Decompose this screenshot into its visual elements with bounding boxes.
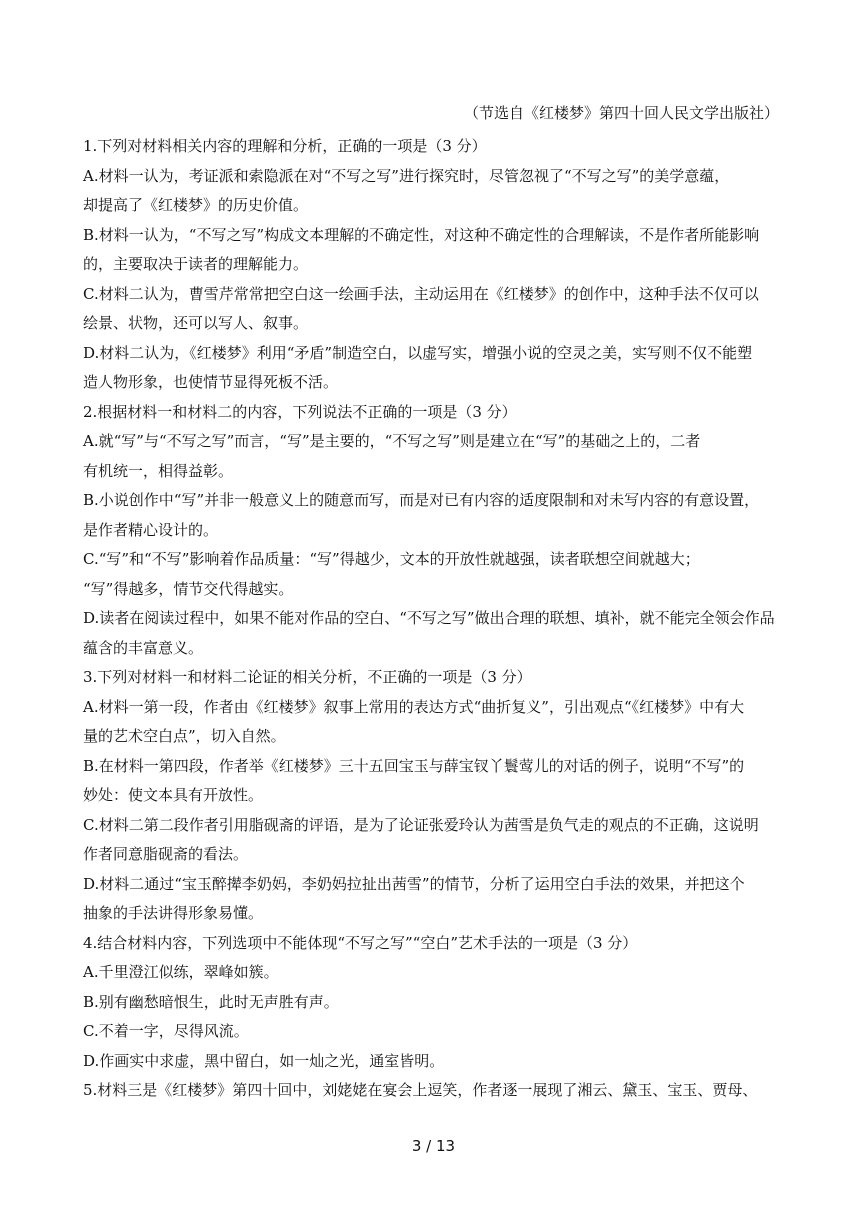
text-line: 1.下列对材料相关内容的理解和分析，正确的一项是（3 分） [83,137,487,155]
text-line: 是作者精心设计的。 [83,520,219,539]
text-line: 量的艺术空白点”，切入自然。 [83,727,286,745]
text-line: A.材料一认为，考证派和索隐派在对“不写之写”进行探究时，尽管忽视了“不写之写”的美学意蕴， [83,166,730,185]
text-line: 绘景、状物，还可以写人、叙事。 [83,314,309,332]
text-line: 却提高了《红楼梦》的历史价值。 [83,196,309,214]
page-number: 3 / 13 [411,1137,456,1155]
text-line: 2.根据材料一和材料二的内容，下列说法不正确的一项是（3 分） [83,402,517,421]
text-line: C.材料二第二段作者引用脂砚斋的评语，是为了论证张爱玲认为茜雪是负气走的观点的不正确，这说明 [83,815,759,834]
text-line: B.小说创作中“写”并非一般意义上的随意而写，而是对已有内容的适度限制和对未写内容的有意设置， [83,491,760,509]
text-line: A.就“写”与“不写之写”而言，“写”是主要的，“不写之写”则是建立在“写”的基础之上的，二者 [83,432,701,450]
text-line: D.作画实中求虚，黑中留白，如一灿之光，通室皆明。 [83,1051,445,1070]
text-line: 的，主要取决于读者的理解能力。 [83,255,309,273]
text-line: D.材料二认为，《红楼梦》利用“矛盾”制造空白，以虚写实，增强小说的空灵之美，实写则不仅不能塑 [83,343,753,362]
text-line: 5.材料三是《红楼梦》第四十回中，刘姥姥在宴会上逗笑，作者逐一展现了湘云、黛玉、宝玉、贾母、 [83,1081,758,1099]
text-line: B.材料一认为，“不写之写”构成文本理解的不确定性，对这种不确定性的合理解读，不是作者所能影响 [83,225,760,244]
text-line: “写”得越多，情节交代得越实。 [83,579,294,598]
text-line: A.材料一第一段，作者由《红楼梦》叙事上常用的表达方式“曲折复义”，引出观点“《红楼梦》中有大 [83,697,745,716]
text-line: 4.结合材料内容，下列选项中不能体现“不写之写”“空白”艺术手法的一项是（3 分） [83,933,638,952]
text-line: 妙处：使文本具有开放性。 [83,786,264,804]
text-line: B.在材料一第四段，作者举《红楼梦》三十五回宝玉与薛宝钗丫鬟莺儿的对话的例子，说明“不写”的 [83,756,745,775]
text-line: C.材料二认为，曹雪芹常常把空白这一绘画手法，主动运用在《红楼梦》的创作中，这种手法不仅可以 [83,284,759,303]
text-line: B.别有幽愁暗恨生，此时无声胜有声。 [83,992,339,1011]
text-line: 有机统一，相得益彰。 [83,461,234,480]
question-content [83,132,783,1106]
text-line: 作者同意脂砚斋的看法。 [83,845,249,863]
text-line: A.千里澄江似练，翠峰如簇。 [83,963,279,981]
text-line: D.读者在阅读过程中，如果不能对作品的空白、“不写之写”做出合理的联想、填补，就不能完全领会作品 [83,609,775,627]
source-citation: （节选自《红楼梦》第四十回人民文学出版社） [463,104,779,122]
text-line: 抽象的手法讲得形象易懂。 [83,904,264,922]
text-line: 3.下列对材料一和材料二论证的相关分析，不正确的一项是（3 分） [83,668,532,686]
text-line: C.不着一字，尽得风流。 [83,1022,249,1040]
text-line: C.“写”和“不写”影响着作品质量：“写”得越少，文本的开放性就越强，读者联想空间就越大； [83,550,700,568]
text-line: 蕴含的丰富意义。 [83,638,204,657]
text-line: D.材料二通过“宝玉醉撵李奶妈，李奶妈拉扯出茜雪”的情节，分析了运用空白手法的效果，并把这个 [83,874,745,893]
text-line: 造人物形象，也使情节显得死板不活。 [83,373,339,391]
